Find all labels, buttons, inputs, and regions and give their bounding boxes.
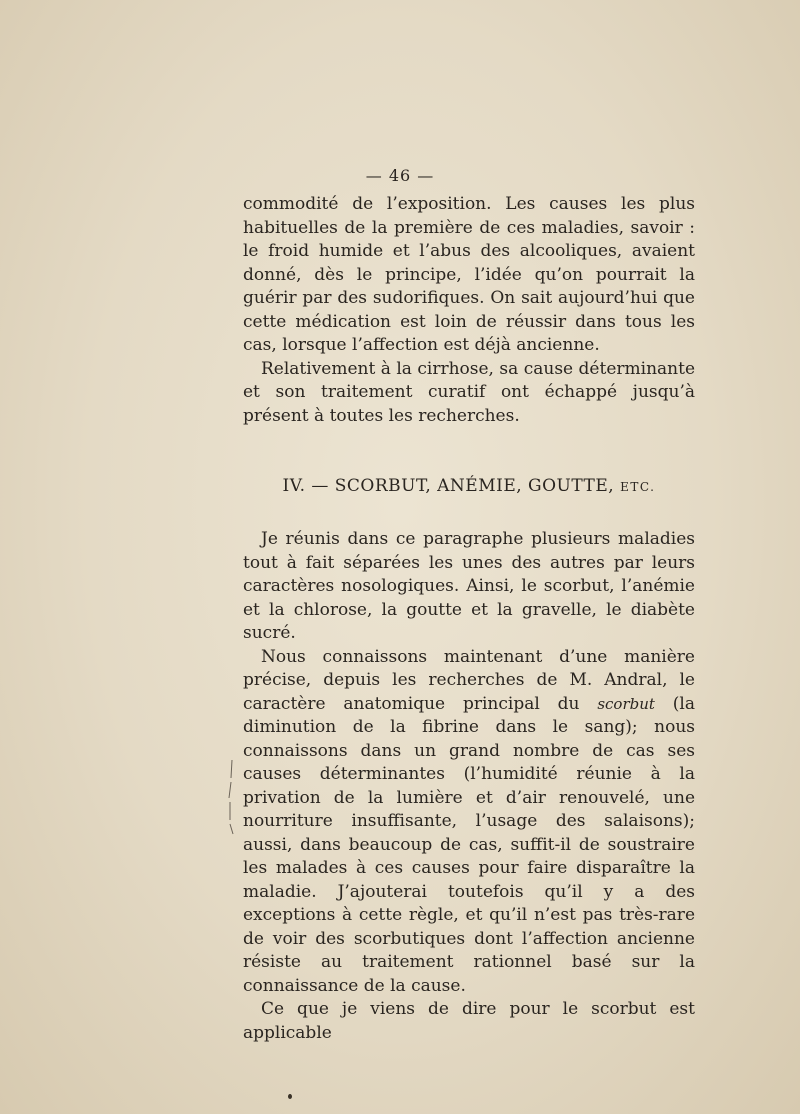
text-block-bottom [243,528,695,1045]
paragraph-text: Nous connaissons maintenant d’une manière précise, depuis les recherches de M. Andral, le caractère anatomique principal du [243,646,695,714]
paragraph-text: (la diminution de la fibrine dans le sang); nous connaissons dans un grand nombre de cas ses causes déterminantes (l’humidité réunie à la privation de la lumière et d’air renouvelé, une nourriture insuffisante, l’usage des salaisons); aussi, dans beaucoup de cas, suffit-il de soustraire les malades à ces causes pour faire disparaître la maladie. J’ajouterai toutefois qu’il y a des exceptions à cette règle, et qu’il n’est pas très-rare de voir des scorbutiques dont l’affection ancienne résiste au traitement rationnel basé sur la connaissance de la cause. [243,693,695,996]
section-heading [243,476,695,496]
italic-term: scorbut [597,694,655,713]
section-heading-etc: ETC. [620,480,656,494]
text-block-top [243,193,695,428]
page-number: — 46 — [365,166,435,185]
paragraph: Relativement à la cirrhose, sa cause déterminante et son traitement curatif ont échappé jusqu’à présent à toutes les recherches. [243,358,695,426]
margin-pencil-mark [226,758,236,838]
section-heading-main: IV. — SCORBUT, ANÉMIE, GOUTTE, [282,476,615,496]
paragraph [243,646,695,999]
paragraph: Je réunis dans ce paragraphe plusieurs maladies tout à fait séparées les unes des autres par leurs caractères nosologiques. Ainsi, le scorbut, l’anémie et la chlorose, la goutte et la gravelle, le diabète sucré. [243,529,695,643]
paragraph: Ce que je viens de dire pour le scorbut est applicable [243,999,695,1043]
paragraph: commodité de l’exposition. Les causes les plus habituelles de la première de ces maladies, savoir : le froid humide et l’abus des alcooliques, avaient donné, dès le principe, l’idée qu’on pourrait la guérir par des sudorifiques. On sait aujourd’hui que cette médication est loin de réussir dans tous les cas, lorsque l’affection est déjà ancienne. [243,194,695,355]
paper-speck [288,1094,292,1099]
